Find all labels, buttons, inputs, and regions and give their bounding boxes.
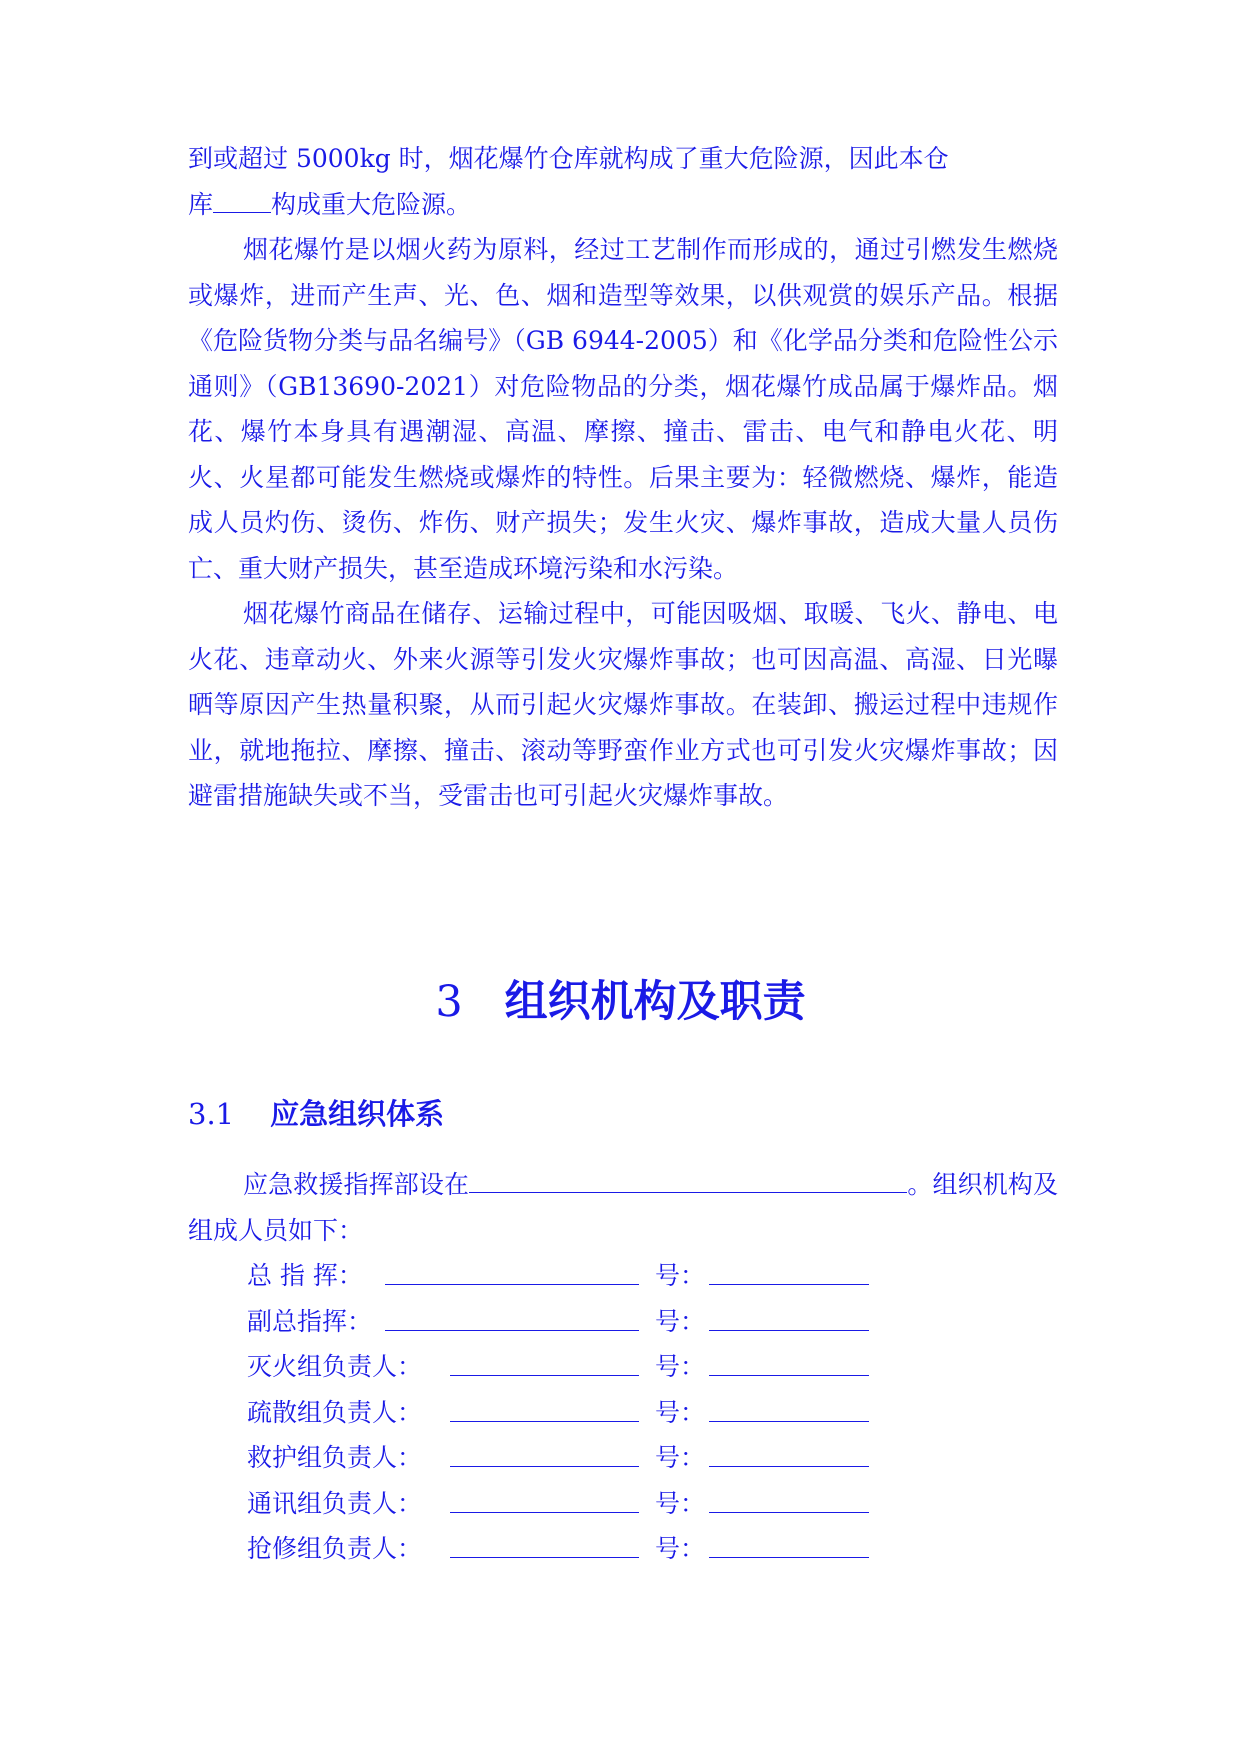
roster-row: [247, 1299, 947, 1345]
phone-blank-line: [709, 1557, 869, 1558]
command-location-label: 应急救援指挥部设在: [243, 1170, 470, 1199]
phone-label: 号：: [655, 1352, 706, 1381]
paragraph-major-hazard: [188, 136, 1058, 227]
roster-role: 疏散组负责人：: [247, 1397, 423, 1427]
name-blank-line: [450, 1512, 639, 1513]
section-number: 3: [435, 977, 463, 1027]
phone-label: 号：: [655, 1261, 706, 1290]
name-blank-line: [450, 1421, 639, 1422]
name-blank-line: [450, 1466, 639, 1467]
phone-blank-line: [709, 1375, 869, 1376]
section-title: 组织机构及职责: [504, 977, 806, 1027]
phone-label: 号：: [655, 1534, 706, 1563]
roster-row: [247, 1390, 947, 1436]
personnel-roster: [247, 1253, 947, 1572]
paragraph-major-hazard-line1: 到或超过 5000kg 时，烟花爆竹仓库就构成了重大危险源，因此本仓: [188, 144, 949, 173]
paragraph-major-hazard-line2-end: 构成重大危险源。: [271, 189, 472, 219]
phone-label: 号：: [655, 1397, 706, 1427]
roster-role: 救护组负责人：: [247, 1443, 423, 1472]
phone-label: 号：: [655, 1443, 706, 1472]
paragraph-fireworks-definition: 烟花爆竹是以烟火药为原料，经过工艺制作而形成的，通过引燃发生燃烧或爆炸，进而产生声、光、色、烟和造型等效果，以供观赏的娱乐产品。根据《危险货物分类与品名编号》（GB 6944-2005）和《化学品分类和危险性公示通则》（GB13690-2021）对危险物品的分类，烟花爆竹成品属于爆炸品。烟花、爆竹本身具有遇潮湿、高温、摩擦、撞击、雷击、电气和静电火花、明火、火星都可能发生燃烧或爆炸的特性。后果主要为：轻微燃烧、爆炸，能造成人员灼伤、烫伤、炸伤、财产损失；发生火灾、爆炸事故，造成大量人员伤亡、重大财产损失，甚至造成环境污染和水污染。: [188, 235, 1058, 583]
subsection-number: 3.1: [188, 1097, 235, 1131]
command-location-blank: [469, 1165, 907, 1194]
roster-role: 灭火组负责人：: [247, 1352, 423, 1381]
name-blank-line: [385, 1284, 639, 1285]
roster-row: [247, 1344, 947, 1390]
roster-row: [247, 1481, 947, 1527]
phone-blank-line: [709, 1421, 869, 1422]
paragraph-major-hazard-line2-start: 库: [188, 189, 214, 219]
roster-row: [247, 1253, 947, 1299]
phone-blank-line: [709, 1466, 869, 1467]
phone-label: 号：: [655, 1488, 706, 1518]
subsection-heading-3-1: [188, 1094, 444, 1134]
fill-in-blank: [213, 184, 271, 213]
roster-role: 抢修组负责人：: [247, 1534, 423, 1563]
phone-blank-line: [709, 1284, 869, 1285]
phone-blank-line: [709, 1512, 869, 1513]
roster-role: 通讯组负责人：: [247, 1488, 423, 1518]
roster-role: 总 指 挥：: [247, 1261, 363, 1290]
name-blank-line: [450, 1557, 639, 1558]
roster-role: 副总指挥：: [247, 1306, 373, 1336]
name-blank-line: [450, 1375, 639, 1376]
paragraph-command-location: [188, 1162, 1058, 1253]
paragraph-storage-risks: 烟花爆竹商品在储存、运输过程中，可能因吸烟、取暖、飞火、静电、电火花、违章动火、外来火源等引发火灾爆炸事故；也可因高温、高湿、日光曝晒等原因产生热量积聚，从而引起火灾爆炸事故。在装卸、搬运过程中违规作业，就地拖拉、摩擦、撞击、滚动等野蛮作业方式也可引发火灾爆炸事故；因避雷措施缺失或不当，受雷击也可引起火灾爆炸事故。: [188, 599, 1058, 810]
roster-row: [247, 1526, 947, 1572]
phone-blank-line: [709, 1330, 869, 1331]
roster-row: [247, 1435, 947, 1481]
section-heading-3: [0, 972, 1241, 1032]
name-blank-line: [385, 1330, 639, 1331]
command-location-suffix: 。组织机构及组成人员如下：: [188, 1170, 1058, 1245]
subsection-title: 应急组织体系: [270, 1097, 445, 1131]
phone-label: 号：: [655, 1306, 706, 1336]
